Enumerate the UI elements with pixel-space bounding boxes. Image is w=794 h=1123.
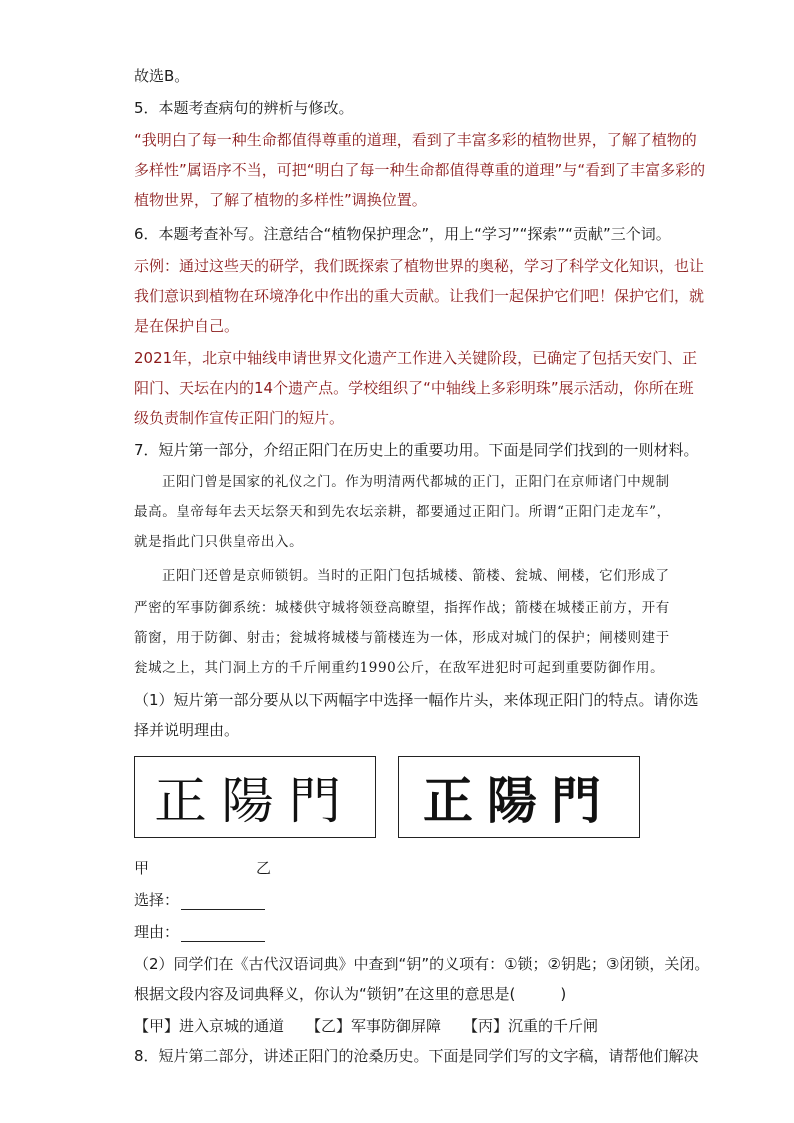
answer-5-line-3: 植物世界，了解了植物的多样性”调换位置。 [134, 191, 427, 209]
answer-6-line-1: 示例：通过这些天的研学，我们既探索了植物世界的奥秘，学习了科学文化知识，也让 [134, 257, 705, 275]
option-row [134, 1016, 598, 1036]
choose-row [134, 890, 265, 910]
intro-line-3: 级负责制作宣传正阳门的短片。 [134, 409, 345, 427]
intro-line-1: 2021年，北京中轴线申请世界文化遗产工作进入关键阶段，已确定了包括天安门、正 [134, 349, 698, 367]
calligraphy-text-a: 正陽門 [154, 772, 356, 830]
option-a: 【甲】进入京城的通道 [134, 1017, 285, 1035]
material-line-4: 正阳门还曾是京师锁钥。当时的正阳门包括城楼、箭楼、瓮城、闸楼，它们形成了 [162, 568, 670, 584]
material-line-3: 就是指此门只供皇帝出入。 [134, 534, 304, 550]
option-c: 【丙】沉重的千斤闸 [463, 1017, 599, 1035]
option-b: 【乙】军事防御屏障 [306, 1017, 442, 1035]
question-8-heading: 8．短片第二部分，讲述正阳门的沧桑历史。下面是同学们写的文字稿，请帮他们解决 [134, 1047, 699, 1065]
question-7-2-line-1: （2）同学们在《古代汉语词典》中查到“钥”的义项有：①锁；②钥匙；③闭锁，关闭。 [134, 955, 710, 973]
question-7-1-line-2: 择并说明理由。 [134, 721, 240, 739]
calligraphy-image-b [398, 756, 640, 838]
calligraphy-image-a [134, 756, 376, 838]
question-7-1-line-1: （1）短片第一部分要从以下两幅字中选择一幅作片头，来体现正阳门的特点。请你选 [134, 691, 699, 709]
choose-label: 选择： [134, 891, 180, 909]
question-6-heading: 6．本题考查补写。注意结合“植物保护理念”，用上“学习”“探索”“贡献”三个词。 [134, 225, 671, 243]
material-line-6: 箭窗，用于防御、射击；瓮城将城楼与箭楼连为一体，形成对城门的保护；闸楼则建于 [134, 630, 670, 646]
calligraphy-text-b: 正陽門 [423, 771, 615, 830]
answer-6-line-3: 是在保护自己。 [134, 317, 240, 335]
material-line-7: 瓮城之上，其门洞上方的千斤闸重约1990公斤，在敌军进犯时可起到重要防御作用。 [134, 660, 665, 676]
reason-blank[interactable] [181, 927, 265, 942]
choose-blank[interactable] [181, 895, 265, 910]
material-line-1: 正阳门曾是国家的礼仪之门。作为明清两代都城的正门，正阳门在京师诸门中规制 [162, 474, 670, 490]
material-line-5: 严密的军事防御系统：城楼供守城将领登高瞭望，指挥作战；箭楼在城楼正前方，开有 [134, 600, 670, 616]
answer-5-line-2: 多样性”属语序不当，可把“明白了每一种生命都值得尊重的道理”与“看到了丰富多彩的 [134, 161, 706, 179]
reason-row [134, 922, 265, 942]
material-line-2: 最高。皇帝每年去天坛祭天和到先农坛亲耕，都要通过正阳门。所谓“正阳门走龙车”， [134, 504, 671, 520]
question-5-heading: 5．本题考查病句的辨析与修改。 [134, 99, 354, 117]
image-label-b: 乙 [256, 859, 272, 877]
image-label-a: 甲 [134, 859, 150, 877]
intro-line-2: 阳门、天坛在内的14个遗产点。学校组织了“中轴线上多彩明珠”展示活动，你所在班 [134, 379, 694, 397]
reason-label: 理由： [134, 923, 180, 941]
question-7-2-line-2: 根据文段内容及词典释义，你认为“锁钥”在这里的意思是( ) [134, 985, 567, 1003]
answer-5-line-1: “我明白了每一种生命都值得尊重的道理，看到了丰富多彩的植物世界，了解了植物的 [134, 131, 697, 149]
answer-6-line-2: 我们意识到植物在环境净化中作出的重大贡献。让我们一起保护它们吧！保护它们，就 [134, 287, 705, 305]
question-7-heading: 7．短片第一部分，介绍正阳门在历史上的重要功用。下面是同学们找到的一则材料。 [134, 441, 699, 459]
answer-line: 故选B。 [134, 67, 190, 85]
